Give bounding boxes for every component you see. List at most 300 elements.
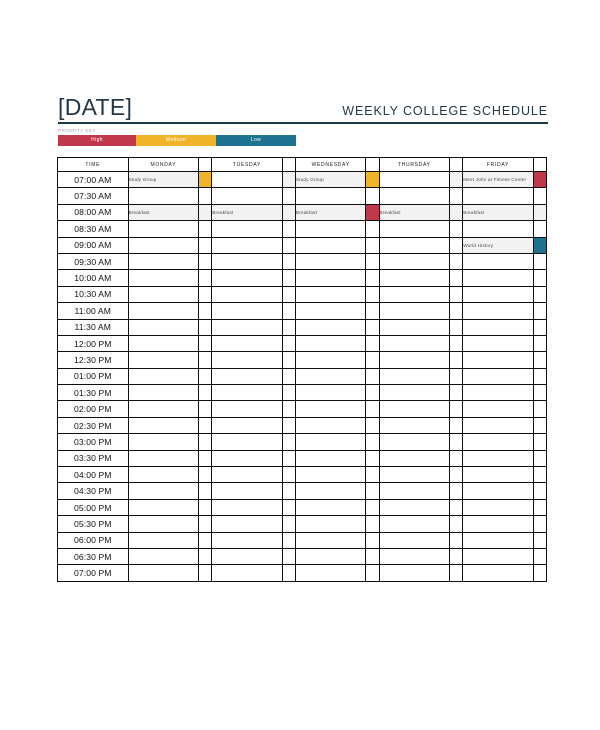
priority-marker-tuesday[interactable] — [282, 253, 295, 269]
event-cell-thursday[interactable]: Breakfast — [379, 204, 450, 220]
event-cell-wednesday[interactable]: Breakfast — [295, 204, 366, 220]
priority-marker-thursday[interactable] — [450, 483, 463, 499]
priority-marker-wednesday[interactable] — [366, 204, 379, 220]
header-row — [58, 96, 548, 122]
priority-marker-wednesday[interactable] — [366, 417, 379, 433]
priority-marker-monday[interactable] — [199, 188, 212, 204]
time-label: 09:30 AM — [58, 253, 129, 269]
table-row — [58, 368, 547, 384]
event-cell-thursday[interactable] — [379, 516, 450, 532]
priority-marker-tuesday[interactable] — [282, 499, 295, 515]
priority-marker-thursday[interactable] — [450, 548, 463, 564]
priority-marker-friday[interactable] — [533, 221, 546, 237]
priority-marker-thursday[interactable] — [450, 270, 463, 286]
priority-marker-monday[interactable] — [199, 483, 212, 499]
event-cell-tuesday[interactable] — [212, 253, 283, 269]
priority-marker-wednesday[interactable] — [366, 499, 379, 515]
priority-marker-thursday[interactable] — [450, 221, 463, 237]
event-cell-friday[interactable] — [463, 483, 534, 499]
priority-marker-tuesday[interactable] — [282, 188, 295, 204]
priority-marker-tuesday[interactable] — [282, 319, 295, 335]
priority-marker-wednesday[interactable] — [366, 385, 379, 401]
event-cell-monday[interactable] — [128, 385, 199, 401]
event-cell-monday[interactable] — [128, 499, 199, 515]
priority-marker-tuesday[interactable] — [282, 237, 295, 253]
event-cell-tuesday[interactable] — [212, 303, 283, 319]
priority-marker-wednesday[interactable] — [366, 352, 379, 368]
document-date[interactable]: [DATE] — [58, 94, 133, 120]
table-row — [58, 270, 547, 286]
priority-marker-monday[interactable] — [199, 172, 212, 188]
event-cell-thursday[interactable] — [379, 172, 450, 188]
event-cell-monday[interactable] — [128, 434, 199, 450]
priority-chip-medium[interactable] — [136, 135, 216, 146]
priority-marker-thursday[interactable] — [450, 467, 463, 483]
event-cell-wednesday[interactable] — [295, 467, 366, 483]
event-cell-friday[interactable] — [463, 434, 534, 450]
priority-marker-thursday[interactable] — [450, 319, 463, 335]
event-cell-thursday[interactable] — [379, 221, 450, 237]
priority-marker-monday[interactable] — [199, 385, 212, 401]
event-cell-friday[interactable] — [463, 450, 534, 466]
event-cell-monday[interactable] — [128, 253, 199, 269]
event-cell-friday[interactable] — [463, 417, 534, 433]
priority-marker-wednesday[interactable] — [366, 532, 379, 548]
priority-marker-thursday[interactable] — [450, 188, 463, 204]
priority-marker-tuesday[interactable] — [282, 417, 295, 433]
priority-marker-wednesday[interactable] — [366, 467, 379, 483]
priority-marker-thursday[interactable] — [450, 516, 463, 532]
event-cell-tuesday[interactable] — [212, 450, 283, 466]
event-cell-friday[interactable] — [463, 548, 534, 564]
priority-marker-friday[interactable] — [533, 352, 546, 368]
priority-marker-tuesday[interactable] — [282, 368, 295, 384]
event-cell-wednesday[interactable] — [295, 335, 366, 351]
priority-marker-friday[interactable] — [533, 237, 546, 253]
event-cell-thursday[interactable] — [379, 483, 450, 499]
priority-marker-wednesday[interactable] — [366, 548, 379, 564]
column-header-thursday: THURSDAY — [379, 158, 450, 172]
priority-marker-wednesday[interactable] — [366, 172, 379, 188]
priority-marker-monday[interactable] — [199, 303, 212, 319]
priority-marker-friday[interactable] — [533, 467, 546, 483]
event-cell-monday[interactable] — [128, 532, 199, 548]
event-cell-thursday[interactable] — [379, 352, 450, 368]
priority-marker-friday[interactable] — [533, 565, 546, 581]
time-label: 04:30 PM — [58, 483, 129, 499]
event-cell-monday[interactable] — [128, 450, 199, 466]
event-cell-wednesday[interactable] — [295, 532, 366, 548]
event-cell-tuesday[interactable] — [212, 335, 283, 351]
event-cell-thursday[interactable] — [379, 303, 450, 319]
event-cell-thursday[interactable] — [379, 253, 450, 269]
event-cell-thursday[interactable] — [379, 319, 450, 335]
priority-marker-friday[interactable] — [533, 303, 546, 319]
priority-marker-wednesday[interactable] — [366, 286, 379, 302]
event-cell-monday[interactable] — [128, 565, 199, 581]
priority-marker-thursday[interactable] — [450, 352, 463, 368]
priority-marker-friday[interactable] — [533, 532, 546, 548]
event-cell-monday[interactable] — [128, 516, 199, 532]
event-cell-tuesday[interactable] — [212, 565, 283, 581]
event-cell-thursday[interactable] — [379, 434, 450, 450]
event-cell-friday[interactable] — [463, 368, 534, 384]
event-cell-wednesday[interactable] — [295, 401, 366, 417]
event-cell-wednesday[interactable] — [295, 270, 366, 286]
event-cell-tuesday[interactable] — [212, 385, 283, 401]
priority-marker-friday[interactable] — [533, 172, 546, 188]
table-row — [58, 237, 547, 253]
event-cell-wednesday[interactable] — [295, 417, 366, 433]
document-header — [58, 96, 548, 124]
event-cell-wednesday[interactable] — [295, 548, 366, 564]
priority-marker-monday[interactable] — [199, 221, 212, 237]
priority-marker-friday[interactable] — [533, 188, 546, 204]
priority-marker-thursday[interactable] — [450, 237, 463, 253]
event-cell-thursday[interactable] — [379, 286, 450, 302]
time-label: 11:30 AM — [58, 319, 129, 335]
event-cell-wednesday[interactable] — [295, 352, 366, 368]
event-cell-thursday[interactable] — [379, 385, 450, 401]
event-cell-thursday[interactable] — [379, 368, 450, 384]
event-cell-wednesday[interactable] — [295, 368, 366, 384]
schedule-header-row — [58, 158, 547, 172]
priority-marker-monday[interactable] — [199, 204, 212, 220]
event-cell-tuesday[interactable] — [212, 172, 283, 188]
priority-marker-thursday[interactable] — [450, 385, 463, 401]
time-label: 08:30 AM — [58, 221, 129, 237]
priority-marker-monday[interactable] — [199, 532, 212, 548]
column-header-monday: MONDAY — [128, 158, 199, 172]
event-cell-tuesday[interactable] — [212, 516, 283, 532]
priority-marker-wednesday[interactable] — [366, 221, 379, 237]
table-row — [58, 253, 547, 269]
priority-marker-thursday[interactable] — [450, 450, 463, 466]
event-cell-tuesday[interactable] — [212, 467, 283, 483]
event-cell-monday[interactable] — [128, 319, 199, 335]
priority-chip-low[interactable] — [216, 135, 296, 146]
event-cell-friday[interactable] — [463, 352, 534, 368]
table-row — [58, 499, 547, 515]
event-cell-wednesday[interactable] — [295, 434, 366, 450]
event-cell-tuesday[interactable] — [212, 417, 283, 433]
priority-marker-tuesday[interactable] — [282, 532, 295, 548]
priority-marker-tuesday[interactable] — [282, 516, 295, 532]
event-cell-tuesday[interactable] — [212, 483, 283, 499]
event-cell-tuesday[interactable] — [212, 270, 283, 286]
event-cell-monday[interactable] — [128, 270, 199, 286]
priority-marker-thursday[interactable] — [450, 303, 463, 319]
priority-marker-tuesday[interactable] — [282, 548, 295, 564]
event-cell-tuesday[interactable] — [212, 221, 283, 237]
priority-marker-wednesday[interactable] — [366, 483, 379, 499]
priority-marker-wednesday[interactable] — [366, 188, 379, 204]
event-cell-friday[interactable] — [463, 319, 534, 335]
event-cell-wednesday[interactable] — [295, 483, 366, 499]
event-cell-friday[interactable] — [463, 499, 534, 515]
table-row — [58, 335, 547, 351]
event-cell-friday[interactable] — [463, 467, 534, 483]
priority-chip-high[interactable] — [58, 135, 136, 146]
time-label: 10:00 AM — [58, 270, 129, 286]
time-label: 03:00 PM — [58, 434, 129, 450]
priority-marker-thursday[interactable] — [450, 417, 463, 433]
priority-marker-monday[interactable] — [199, 286, 212, 302]
priority-marker-monday[interactable] — [199, 548, 212, 564]
event-cell-thursday[interactable] — [379, 417, 450, 433]
priority-marker-thursday[interactable] — [450, 172, 463, 188]
event-cell-monday[interactable] — [128, 483, 199, 499]
priority-marker-tuesday[interactable] — [282, 270, 295, 286]
event-cell-wednesday[interactable] — [295, 253, 366, 269]
event-cell-wednesday[interactable] — [295, 237, 366, 253]
priority-marker-monday[interactable] — [199, 467, 212, 483]
priority-marker-tuesday[interactable] — [282, 450, 295, 466]
table-row — [58, 352, 547, 368]
event-cell-wednesday[interactable] — [295, 303, 366, 319]
priority-marker-wednesday[interactable] — [366, 319, 379, 335]
event-cell-wednesday[interactable] — [295, 385, 366, 401]
table-row — [58, 188, 547, 204]
event-cell-monday[interactable] — [128, 467, 199, 483]
event-cell-friday[interactable]: Breakfast — [463, 204, 534, 220]
event-cell-friday[interactable] — [463, 385, 534, 401]
table-row — [58, 450, 547, 466]
event-cell-thursday[interactable] — [379, 548, 450, 564]
schedule-table-head — [58, 158, 547, 172]
time-label: 07:30 AM — [58, 188, 129, 204]
priority-marker-monday[interactable] — [199, 450, 212, 466]
table-row — [58, 467, 547, 483]
priority-marker-tuesday[interactable] — [282, 335, 295, 351]
event-cell-friday[interactable] — [463, 532, 534, 548]
event-cell-thursday[interactable] — [379, 335, 450, 351]
event-cell-monday[interactable]: Breakfast — [128, 204, 199, 220]
priority-marker-monday[interactable] — [199, 499, 212, 515]
priority-marker-tuesday[interactable] — [282, 303, 295, 319]
event-cell-thursday[interactable] — [379, 237, 450, 253]
event-cell-wednesday[interactable] — [295, 565, 366, 581]
priority-marker-friday[interactable] — [533, 483, 546, 499]
priority-marker-tuesday[interactable] — [282, 172, 295, 188]
priority-marker-friday[interactable] — [533, 286, 546, 302]
column-header-friday: FRIDAY — [463, 158, 534, 172]
event-cell-monday[interactable] — [128, 188, 199, 204]
table-row — [58, 303, 547, 319]
priority-key — [58, 129, 298, 146]
priority-marker-friday[interactable] — [533, 368, 546, 384]
event-cell-monday[interactable] — [128, 335, 199, 351]
table-row — [58, 286, 547, 302]
priority-marker-tuesday[interactable] — [282, 385, 295, 401]
event-cell-wednesday[interactable] — [295, 516, 366, 532]
event-cell-tuesday[interactable] — [212, 368, 283, 384]
table-row — [58, 434, 547, 450]
event-cell-tuesday[interactable] — [212, 401, 283, 417]
event-cell-monday[interactable] — [128, 417, 199, 433]
priority-marker-tuesday[interactable] — [282, 401, 295, 417]
priority-chip-medium-label: Medium — [165, 137, 187, 144]
priority-marker-thursday[interactable] — [450, 565, 463, 581]
event-cell-thursday[interactable] — [379, 499, 450, 515]
priority-marker-monday[interactable] — [199, 335, 212, 351]
priority-marker-monday[interactable] — [199, 516, 212, 532]
time-label: 01:30 PM — [58, 385, 129, 401]
time-label: 02:00 PM — [58, 401, 129, 417]
priority-marker-thursday[interactable] — [450, 368, 463, 384]
priority-marker-tuesday[interactable] — [282, 483, 295, 499]
priority-marker-thursday[interactable] — [450, 204, 463, 220]
event-cell-monday[interactable] — [128, 352, 199, 368]
event-cell-tuesday[interactable] — [212, 319, 283, 335]
priority-marker-wednesday[interactable] — [366, 401, 379, 417]
priority-marker-monday[interactable] — [199, 319, 212, 335]
event-cell-wednesday[interactable] — [295, 499, 366, 515]
priority-marker-thursday[interactable] — [450, 286, 463, 302]
event-cell-friday[interactable] — [463, 516, 534, 532]
priority-marker-monday[interactable] — [199, 270, 212, 286]
time-label: 09:00 AM — [58, 237, 129, 253]
event-cell-tuesday[interactable] — [212, 237, 283, 253]
event-cell-wednesday[interactable]: Study Group — [295, 172, 366, 188]
event-cell-monday[interactable] — [128, 286, 199, 302]
priority-marker-wednesday[interactable] — [366, 368, 379, 384]
event-cell-tuesday[interactable] — [212, 286, 283, 302]
priority-marker-thursday[interactable] — [450, 499, 463, 515]
priority-marker-friday[interactable] — [533, 270, 546, 286]
priority-marker-monday[interactable] — [199, 368, 212, 384]
event-cell-friday[interactable] — [463, 188, 534, 204]
time-label: 05:00 PM — [58, 499, 129, 515]
priority-marker-friday[interactable] — [533, 385, 546, 401]
priority-marker-friday[interactable] — [533, 253, 546, 269]
priority-marker-wednesday[interactable] — [366, 303, 379, 319]
priority-marker-friday[interactable] — [533, 434, 546, 450]
priority-marker-thursday[interactable] — [450, 434, 463, 450]
table-row — [58, 204, 547, 220]
event-cell-wednesday[interactable] — [295, 221, 366, 237]
priority-marker-wednesday[interactable] — [366, 237, 379, 253]
event-cell-monday[interactable] — [128, 401, 199, 417]
priority-marker-monday[interactable] — [199, 253, 212, 269]
priority-chip-high-label: High — [91, 137, 103, 144]
priority-marker-wednesday[interactable] — [366, 450, 379, 466]
table-row — [58, 385, 547, 401]
priority-marker-tuesday[interactable] — [282, 565, 295, 581]
priority-marker-tuesday[interactable] — [282, 286, 295, 302]
event-cell-thursday[interactable] — [379, 401, 450, 417]
priority-marker-tuesday[interactable] — [282, 434, 295, 450]
priority-marker-wednesday[interactable] — [366, 270, 379, 286]
priority-marker-tuesday[interactable] — [282, 204, 295, 220]
priority-marker-wednesday[interactable] — [366, 516, 379, 532]
event-cell-tuesday[interactable] — [212, 434, 283, 450]
table-row — [58, 401, 547, 417]
header-divider — [58, 122, 548, 124]
time-label: 06:00 PM — [58, 532, 129, 548]
priority-marker-friday[interactable] — [533, 401, 546, 417]
table-row — [58, 319, 547, 335]
event-cell-thursday[interactable] — [379, 565, 450, 581]
event-cell-friday[interactable] — [463, 221, 534, 237]
event-cell-tuesday[interactable] — [212, 499, 283, 515]
event-cell-friday[interactable]: World History — [463, 237, 534, 253]
event-cell-monday[interactable] — [128, 368, 199, 384]
priority-marker-wednesday[interactable] — [366, 253, 379, 269]
event-cell-monday[interactable] — [128, 221, 199, 237]
event-cell-monday[interactable] — [128, 303, 199, 319]
time-label: 05:30 PM — [58, 516, 129, 532]
priority-marker-monday[interactable] — [199, 434, 212, 450]
event-cell-friday[interactable] — [463, 286, 534, 302]
event-cell-tuesday[interactable]: Breakfast — [212, 204, 283, 220]
priority-marker-wednesday[interactable] — [366, 434, 379, 450]
priority-marker-friday[interactable] — [533, 450, 546, 466]
event-cell-friday[interactable] — [463, 270, 534, 286]
priority-marker-friday[interactable] — [533, 335, 546, 351]
event-cell-friday[interactable] — [463, 401, 534, 417]
priority-marker-wednesday[interactable] — [366, 335, 379, 351]
priority-marker-friday[interactable] — [533, 516, 546, 532]
event-cell-thursday[interactable] — [379, 467, 450, 483]
event-cell-thursday[interactable] — [379, 450, 450, 466]
priority-marker-wednesday[interactable] — [366, 565, 379, 581]
priority-marker-thursday[interactable] — [450, 532, 463, 548]
event-cell-wednesday[interactable] — [295, 286, 366, 302]
table-row — [58, 516, 547, 532]
priority-marker-tuesday[interactable] — [282, 352, 295, 368]
priority-marker-friday[interactable] — [533, 319, 546, 335]
event-cell-friday[interactable] — [463, 565, 534, 581]
priority-marker-tuesday[interactable] — [282, 221, 295, 237]
priority-marker-monday[interactable] — [199, 237, 212, 253]
event-cell-friday[interactable] — [463, 253, 534, 269]
schedule-table — [57, 157, 547, 582]
priority-marker-friday[interactable] — [533, 499, 546, 515]
priority-marker-monday[interactable] — [199, 401, 212, 417]
event-cell-friday[interactable] — [463, 335, 534, 351]
event-cell-tuesday[interactable] — [212, 548, 283, 564]
time-label: 12:00 PM — [58, 335, 129, 351]
event-cell-wednesday[interactable] — [295, 450, 366, 466]
event-cell-tuesday[interactable] — [212, 532, 283, 548]
priority-marker-thursday[interactable] — [450, 335, 463, 351]
priority-marker-monday[interactable] — [199, 417, 212, 433]
event-cell-thursday[interactable] — [379, 270, 450, 286]
priority-marker-thursday[interactable] — [450, 401, 463, 417]
time-label: 11:00 AM — [58, 303, 129, 319]
event-cell-friday[interactable] — [463, 303, 534, 319]
priority-marker-tuesday[interactable] — [282, 467, 295, 483]
priority-marker-monday[interactable] — [199, 565, 212, 581]
event-cell-tuesday[interactable] — [212, 352, 283, 368]
priority-marker-thursday[interactable] — [450, 253, 463, 269]
table-row — [58, 417, 547, 433]
priority-marker-monday[interactable] — [199, 352, 212, 368]
event-cell-friday[interactable]: Meet John at Fitness Center — [463, 172, 534, 188]
priority-marker-friday[interactable] — [533, 548, 546, 564]
event-cell-monday[interactable] — [128, 548, 199, 564]
event-cell-wednesday[interactable] — [295, 319, 366, 335]
event-cell-thursday[interactable] — [379, 532, 450, 548]
priority-marker-friday[interactable] — [533, 204, 546, 220]
priority-marker-friday[interactable] — [533, 417, 546, 433]
event-cell-wednesday[interactable] — [295, 188, 366, 204]
event-cell-monday[interactable]: Study Group — [128, 172, 199, 188]
event-cell-tuesday[interactable] — [212, 188, 283, 204]
event-cell-monday[interactable] — [128, 237, 199, 253]
event-cell-thursday[interactable] — [379, 188, 450, 204]
